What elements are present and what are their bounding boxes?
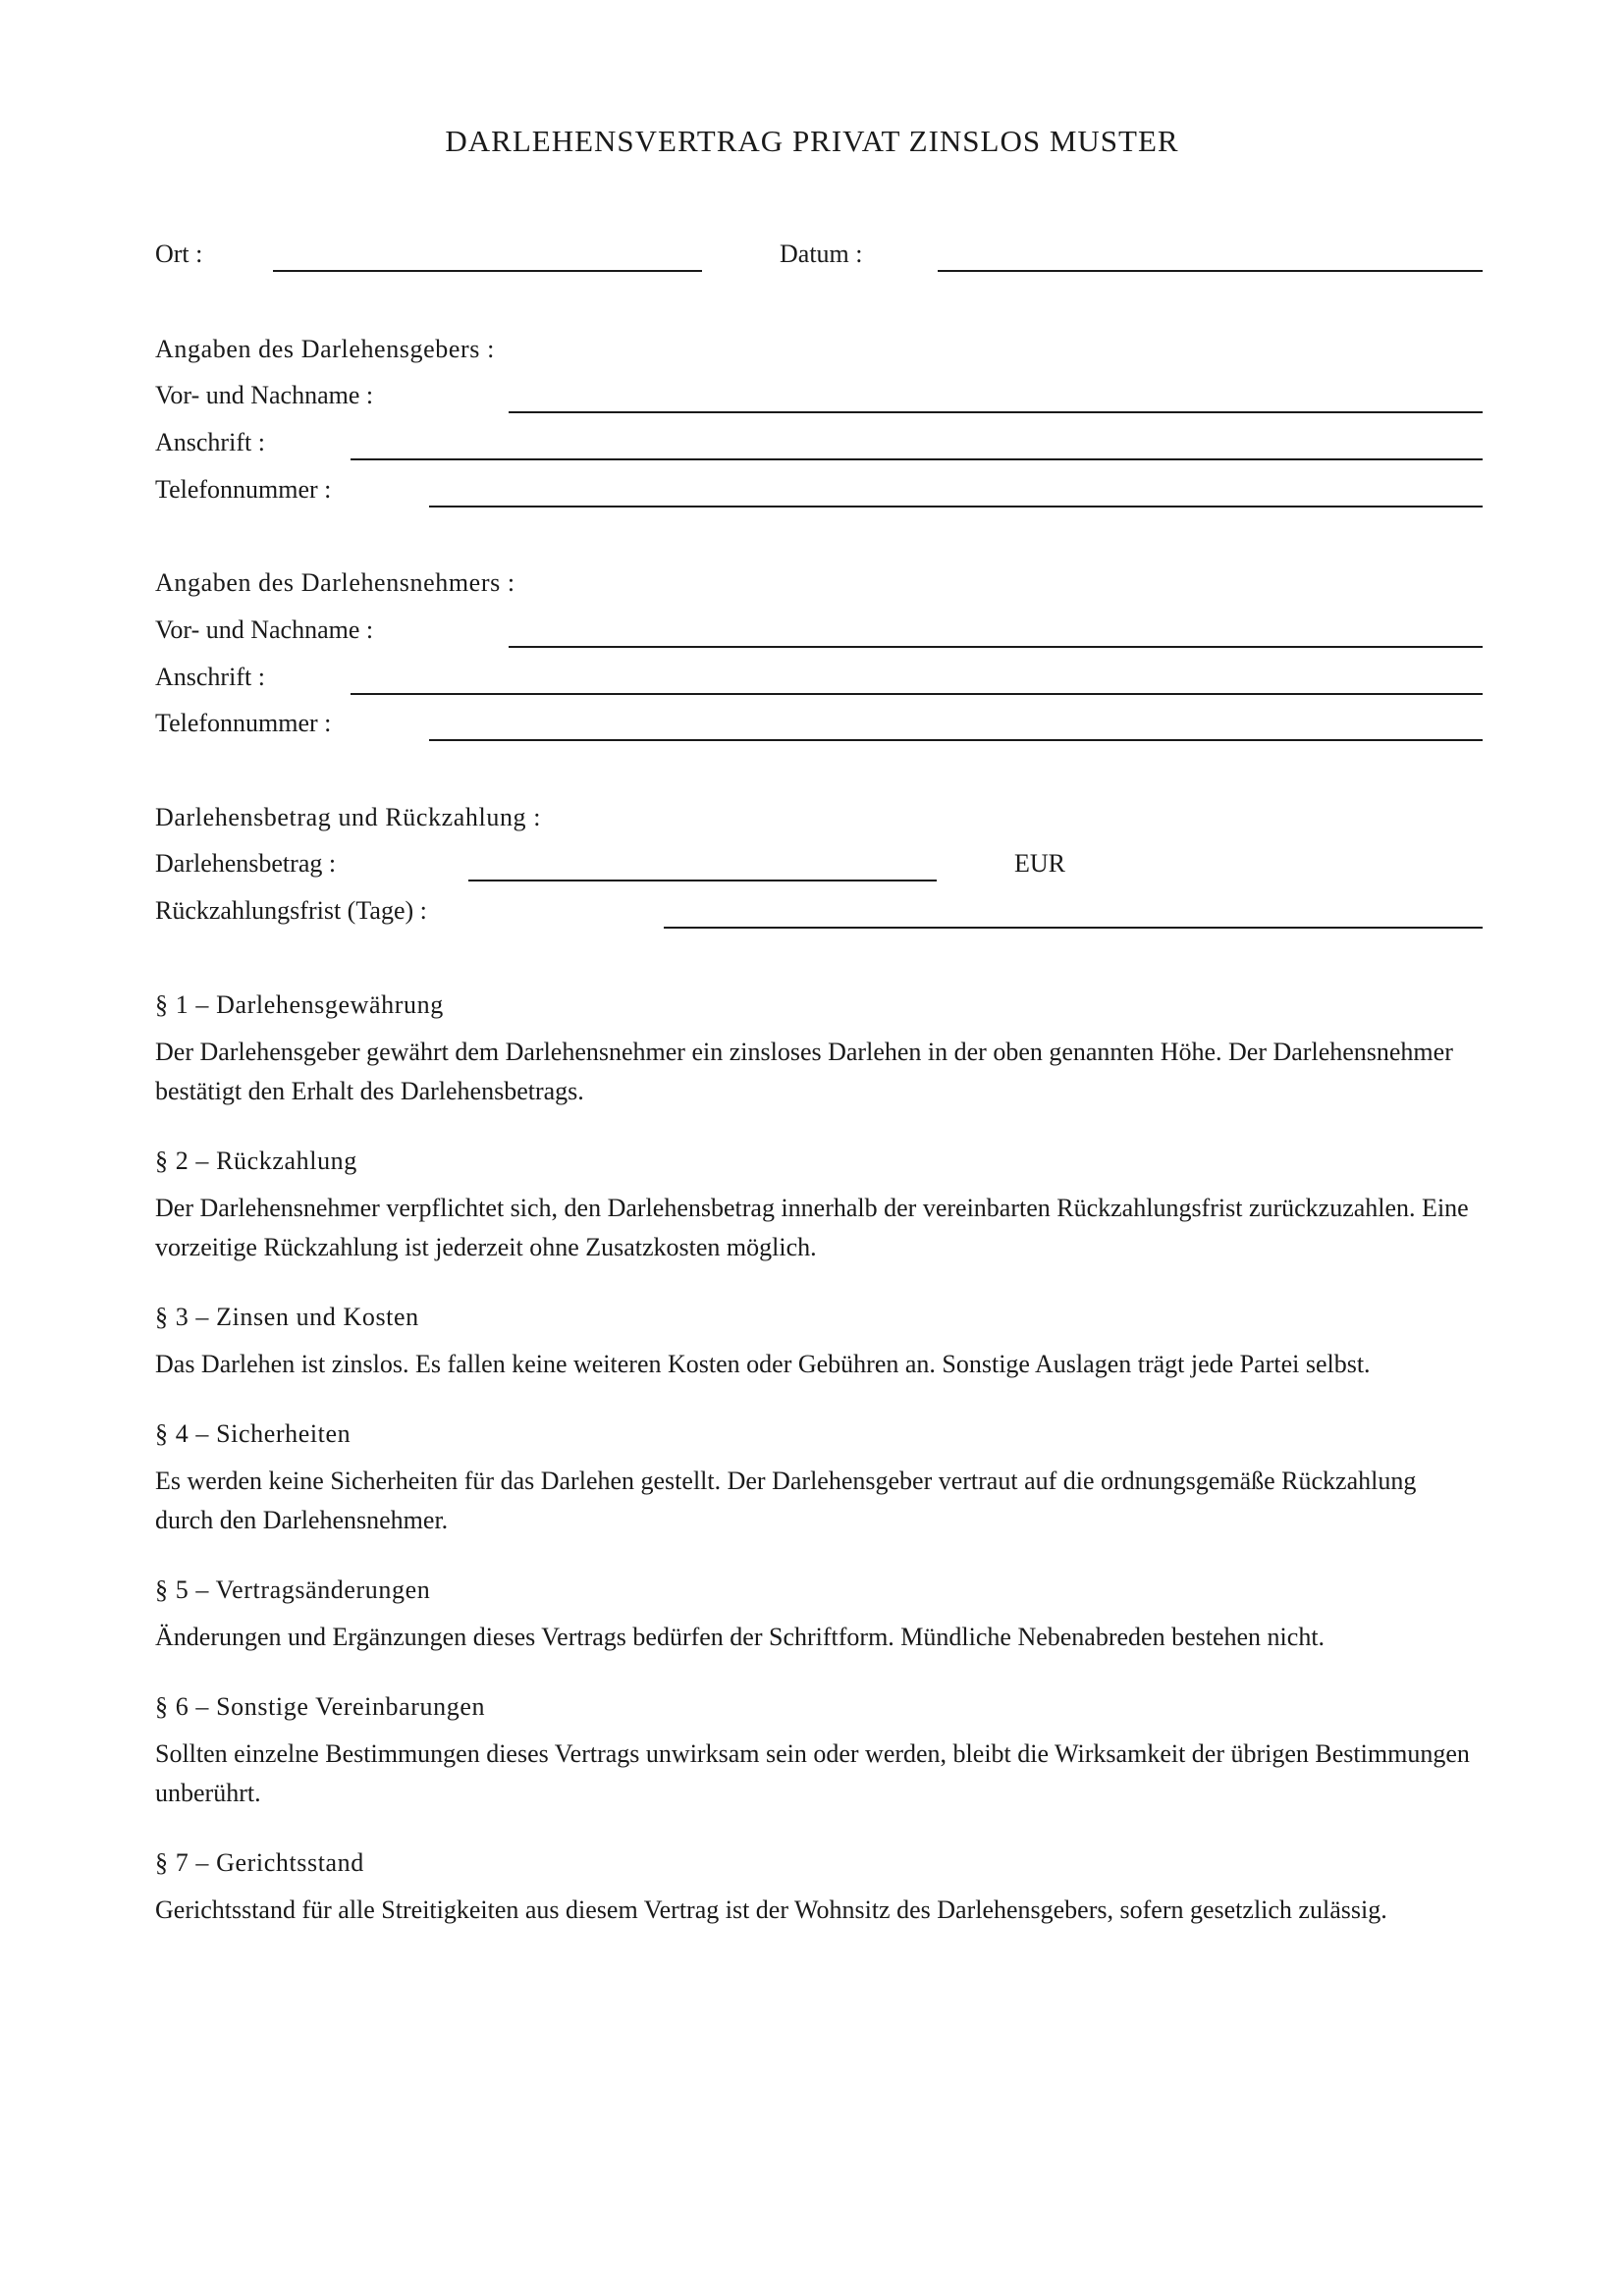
document-title: DARLEHENSVERTRAG PRIVAT ZINSLOS MUSTER (445, 124, 1179, 158)
section-7-heading: § 7 – Gerichtsstand (155, 1848, 364, 1877)
repayment-term-label: Rückzahlungsfrist (Tage) : (155, 896, 427, 925)
section-1-text: Der Darlehensgeber gewährt dem Darlehensnehmer ein zinsloses Darlehen in der oben genannten Höhe. Der Darlehensnehmer bestätigt den Erhalt des Darlehensbetrags. (155, 1038, 1453, 1105)
lender-heading: Angaben des Darlehensgebers : (155, 335, 495, 363)
lender-address-field-line[interactable] (351, 458, 1483, 460)
section-2-text: Der Darlehensnehmer verpflichtet sich, den Darlehensbetrag innerhalb der vereinbarten Rückzahlungsfrist zurückzuzahlen. Eine vorzeitige Rückzahlung ist jederzeit ohne Zusatzkosten möglich. (155, 1194, 1469, 1261)
loan-amount-field-line[interactable] (468, 880, 937, 881)
datum-label: Datum : (780, 240, 863, 268)
loan-heading: Darlehensbetrag und Rückzahlung : (155, 803, 542, 831)
borrower-phone-label: Telefonnummer : (155, 709, 332, 737)
section-7-text: Gerichtsstand für alle Streitigkeiten aus diesem Vertrag ist der Wohnsitz des Darlehensgebers, sofern gesetzlich zulässig. (155, 1896, 1387, 1924)
currency-label: EUR (1014, 849, 1065, 878)
section-4-text: Es werden keine Sicherheiten für das Darlehen gestellt. Der Darlehensgeber vertraut auf die ordnungsgemäße Rückzahlung durch den Darlehensnehmer. (155, 1467, 1417, 1534)
repayment-term-field-line[interactable] (664, 927, 1483, 929)
borrower-phone-field-line[interactable] (429, 739, 1483, 741)
lender-phone-label: Telefonnummer : (155, 475, 332, 504)
lender-name-label: Vor- und Nachname : (155, 381, 374, 409)
loan-amount-label: Darlehensbetrag : (155, 849, 337, 878)
section-6-heading: § 6 – Sonstige Vereinbarungen (155, 1692, 486, 1721)
borrower-name-label: Vor- und Nachname : (155, 615, 374, 644)
section-3-text: Das Darlehen ist zinslos. Es fallen keine weiteren Kosten oder Gebühren an. Sonstige Auslagen trägt jede Partei selbst. (155, 1350, 1371, 1378)
section-5-heading: § 5 – Vertragsänderungen (155, 1575, 431, 1604)
ort-field-line[interactable] (273, 270, 702, 272)
section-1-heading: § 1 – Darlehensgewährung (155, 990, 444, 1019)
borrower-address-label: Anschrift : (155, 663, 265, 691)
borrower-heading: Angaben des Darlehensnehmers : (155, 568, 515, 597)
borrower-name-field-line[interactable] (509, 646, 1483, 648)
section-5-text: Änderungen und Ergänzungen dieses Vertrags bedürfen der Schriftform. Mündliche Nebenabreden bestehen nicht. (155, 1623, 1326, 1651)
ort-label: Ort : (155, 240, 203, 268)
lender-name-field-line[interactable] (509, 411, 1483, 413)
borrower-address-field-line[interactable] (351, 693, 1483, 695)
lender-address-label: Anschrift : (155, 428, 265, 456)
section-4-heading: § 4 – Sicherheiten (155, 1419, 352, 1448)
section-3-heading: § 3 – Zinsen und Kosten (155, 1303, 419, 1331)
lender-phone-field-line[interactable] (429, 506, 1483, 507)
datum-field-line[interactable] (938, 270, 1483, 272)
section-6-text: Sollten einzelne Bestimmungen dieses Vertrags unwirksam sein oder werden, bleibt die Wirksamkeit der übrigen Bestimmungen unberührt. (155, 1739, 1470, 1807)
section-2-heading: § 2 – Rückzahlung (155, 1147, 357, 1175)
